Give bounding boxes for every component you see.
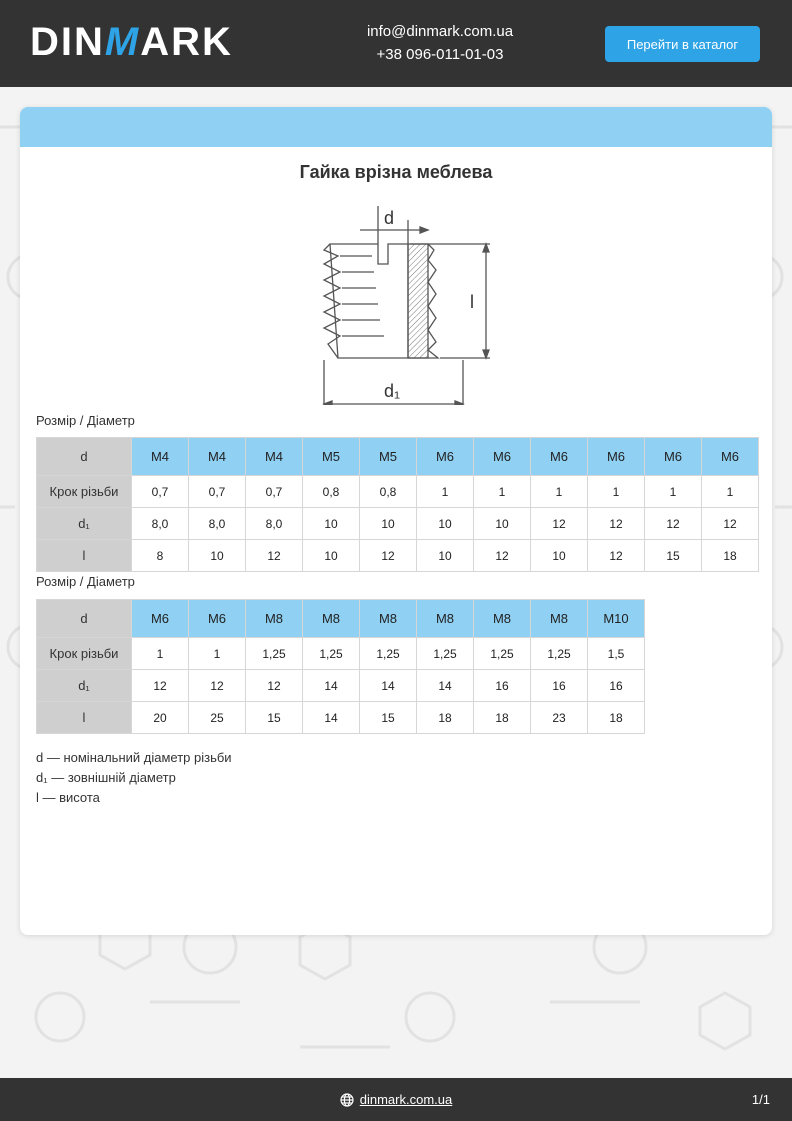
table-cell: 12 [189, 670, 246, 702]
table-cell: 20 [132, 702, 189, 734]
table-cell: 8 [132, 540, 189, 572]
page-number: 1/1 [751, 1092, 770, 1107]
table-cell: 10 [417, 508, 474, 540]
row-head: l [37, 540, 132, 572]
table-row-d1 [37, 508, 759, 540]
table-cell: 23 [531, 702, 588, 734]
size-cell: M6 [417, 438, 474, 476]
contact-email[interactable]: info@dinmark.com.ua [366, 23, 514, 40]
table-cell: 8,0 [246, 508, 303, 540]
table-cell: 1,5 [588, 638, 645, 670]
dim-label-d: d [384, 208, 395, 228]
table-cell: 16 [588, 670, 645, 702]
table-cell: 1 [645, 476, 702, 508]
table-cell: 8,0 [132, 508, 189, 540]
table-cell: 12 [588, 508, 645, 540]
card-header-band [20, 107, 772, 147]
dim-label-l: l [470, 292, 474, 312]
table-cell: 14 [360, 670, 417, 702]
footer-site [0, 1078, 792, 1121]
table-cell: 1 [474, 476, 531, 508]
table-cell: 12 [531, 508, 588, 540]
size-cell: M10 [588, 600, 645, 638]
table-cell: 1 [702, 476, 759, 508]
row-head: Крок різьби [37, 638, 132, 670]
table-row-size [37, 438, 759, 476]
size-cell: M8 [417, 600, 474, 638]
table-cell: 1 [588, 476, 645, 508]
table-cell: 12 [702, 508, 759, 540]
table-row-size [37, 600, 645, 638]
size-cell: M6 [132, 600, 189, 638]
row-head: d₁ [37, 508, 132, 540]
size-cell: M6 [588, 438, 645, 476]
site-header [0, 0, 792, 87]
table-row-l [37, 540, 759, 572]
dim-label-d1: d₁ [384, 381, 401, 401]
table-cell: 0,8 [360, 476, 417, 508]
table-cell: 18 [474, 702, 531, 734]
table-cell: 12 [132, 670, 189, 702]
table-cell: 10 [303, 540, 360, 572]
table-cell: 12 [360, 540, 417, 572]
table-cell: 0,8 [303, 476, 360, 508]
size-cell: M6 [702, 438, 759, 476]
size-cell: M5 [303, 438, 360, 476]
logo-text-mid: M [104, 19, 141, 64]
table-cell: 1,25 [303, 638, 360, 670]
table-cell: 14 [303, 702, 360, 734]
table-cell: 10 [531, 540, 588, 572]
table-cell: 0,7 [246, 476, 303, 508]
table-cell: 1,25 [474, 638, 531, 670]
table-row-l [37, 702, 645, 734]
table-cell: 15 [246, 702, 303, 734]
size-cell: M4 [132, 438, 189, 476]
size-cell: M8 [246, 600, 303, 638]
note-d: d — номінальний діаметр різьби [36, 750, 232, 765]
go-to-catalog-button[interactable]: Перейти в каталог [605, 26, 760, 62]
row-head: d₁ [37, 670, 132, 702]
table-1-label: Розмір / Діаметр [36, 413, 135, 428]
table-cell: 10 [474, 508, 531, 540]
table-cell: 10 [417, 540, 474, 572]
table-cell: 1,25 [360, 638, 417, 670]
table-cell: 16 [531, 670, 588, 702]
logo-text-left: DIN [30, 19, 105, 64]
size-cell: M4 [189, 438, 246, 476]
row-head: d [37, 438, 132, 476]
legend-notes [36, 748, 232, 808]
table-row-pitch [37, 638, 645, 670]
table-cell: 10 [189, 540, 246, 572]
table-cell: 12 [246, 540, 303, 572]
table-cell: 14 [303, 670, 360, 702]
footer-site-link[interactable]: dinmark.com.ua [359, 1092, 453, 1107]
table-cell: 1,25 [531, 638, 588, 670]
table-cell: 8,0 [189, 508, 246, 540]
row-head: d [37, 600, 132, 638]
contact-phone[interactable]: +38 096-011-01-03 [376, 46, 504, 63]
table-cell: 1 [531, 476, 588, 508]
insert-nut-drawing [300, 200, 490, 405]
table-cell: 10 [303, 508, 360, 540]
size-cell: M5 [360, 438, 417, 476]
size-cell: M6 [531, 438, 588, 476]
contact-block [330, 20, 550, 66]
site-footer [0, 1078, 792, 1121]
table-cell: 0,7 [132, 476, 189, 508]
table-cell: 12 [474, 540, 531, 572]
table-cell: 14 [417, 670, 474, 702]
table-cell: 1,25 [246, 638, 303, 670]
size-cell: M6 [189, 600, 246, 638]
note-d1: d₁ — зовнішній діаметр [36, 770, 176, 785]
note-l: l — висота [36, 790, 100, 805]
table-cell: 16 [474, 670, 531, 702]
table-2-label: Розмір / Діаметр [36, 574, 135, 589]
spec-table-2 [36, 599, 645, 734]
table-cell: 12 [246, 670, 303, 702]
table-cell: 1 [132, 638, 189, 670]
table-cell: 0,7 [189, 476, 246, 508]
table-cell: 15 [360, 702, 417, 734]
table-cell: 1,25 [417, 638, 474, 670]
logo-text-right: ARK [140, 19, 233, 64]
table-cell: 1 [417, 476, 474, 508]
size-cell: M8 [531, 600, 588, 638]
table-row-pitch [37, 476, 759, 508]
size-cell: M4 [246, 438, 303, 476]
size-cell: M8 [360, 600, 417, 638]
spec-table-1 [36, 437, 759, 572]
table-cell: 18 [417, 702, 474, 734]
globe-icon [340, 1093, 354, 1107]
product-card [20, 107, 772, 935]
dinmark-logo[interactable] [30, 19, 233, 64]
size-cell: M6 [474, 438, 531, 476]
table-cell: 12 [645, 508, 702, 540]
row-head: l [37, 702, 132, 734]
row-head: Крок різьби [37, 476, 132, 508]
table-cell: 18 [702, 540, 759, 572]
table-cell: 12 [588, 540, 645, 572]
table-cell: 18 [588, 702, 645, 734]
table-cell: 15 [645, 540, 702, 572]
table-cell: 25 [189, 702, 246, 734]
size-cell: M8 [303, 600, 360, 638]
table-cell: 1 [189, 638, 246, 670]
size-cell: M8 [474, 600, 531, 638]
size-cell: M6 [645, 438, 702, 476]
table-row-d1 [37, 670, 645, 702]
table-cell: 10 [360, 508, 417, 540]
product-title: Гайка врізна меблева [299, 162, 493, 182]
